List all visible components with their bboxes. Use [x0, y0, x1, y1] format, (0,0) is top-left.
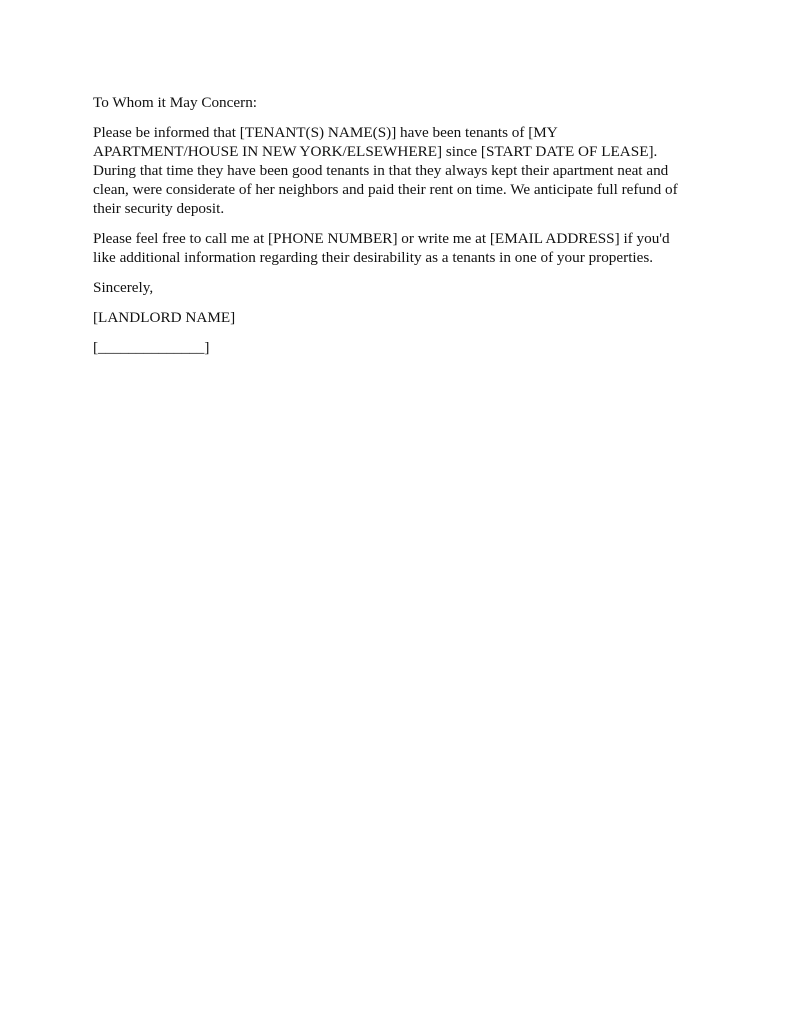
salutation: To Whom it May Concern:	[93, 94, 258, 111]
closing: Sincerely,	[93, 279, 154, 296]
paragraph-line: APARTMENT/HOUSE IN NEW YORK/ELSEWHERE] since [START DATE OF LEASE].	[93, 143, 658, 160]
paragraph-line: Please feel free to call me at [PHONE NUMBER] or write me at [EMAIL ADDRESS] if you'd	[93, 230, 670, 247]
letter-body	[93, 93, 698, 368]
signer-name: [LANDLORD NAME]	[93, 309, 236, 326]
paragraph-tenancy	[93, 123, 698, 218]
paragraph-line: clean, were considerate of her neighbors and paid their rent on time. We anticipate full refund of	[93, 181, 678, 198]
signature-line: [______________]	[93, 339, 210, 356]
paragraph-line: their security deposit.	[93, 200, 225, 217]
paragraph-contact	[93, 229, 698, 267]
paragraph-line: During that time they have been good tenants in that they always kept their apartment neat and	[93, 162, 669, 179]
paragraph-line: Please be informed that [TENANT(S) NAME(S)] have been tenants of [MY	[93, 124, 558, 141]
paragraph-line: like additional information regarding their desirability as a tenants in one of your properties.	[93, 249, 654, 266]
